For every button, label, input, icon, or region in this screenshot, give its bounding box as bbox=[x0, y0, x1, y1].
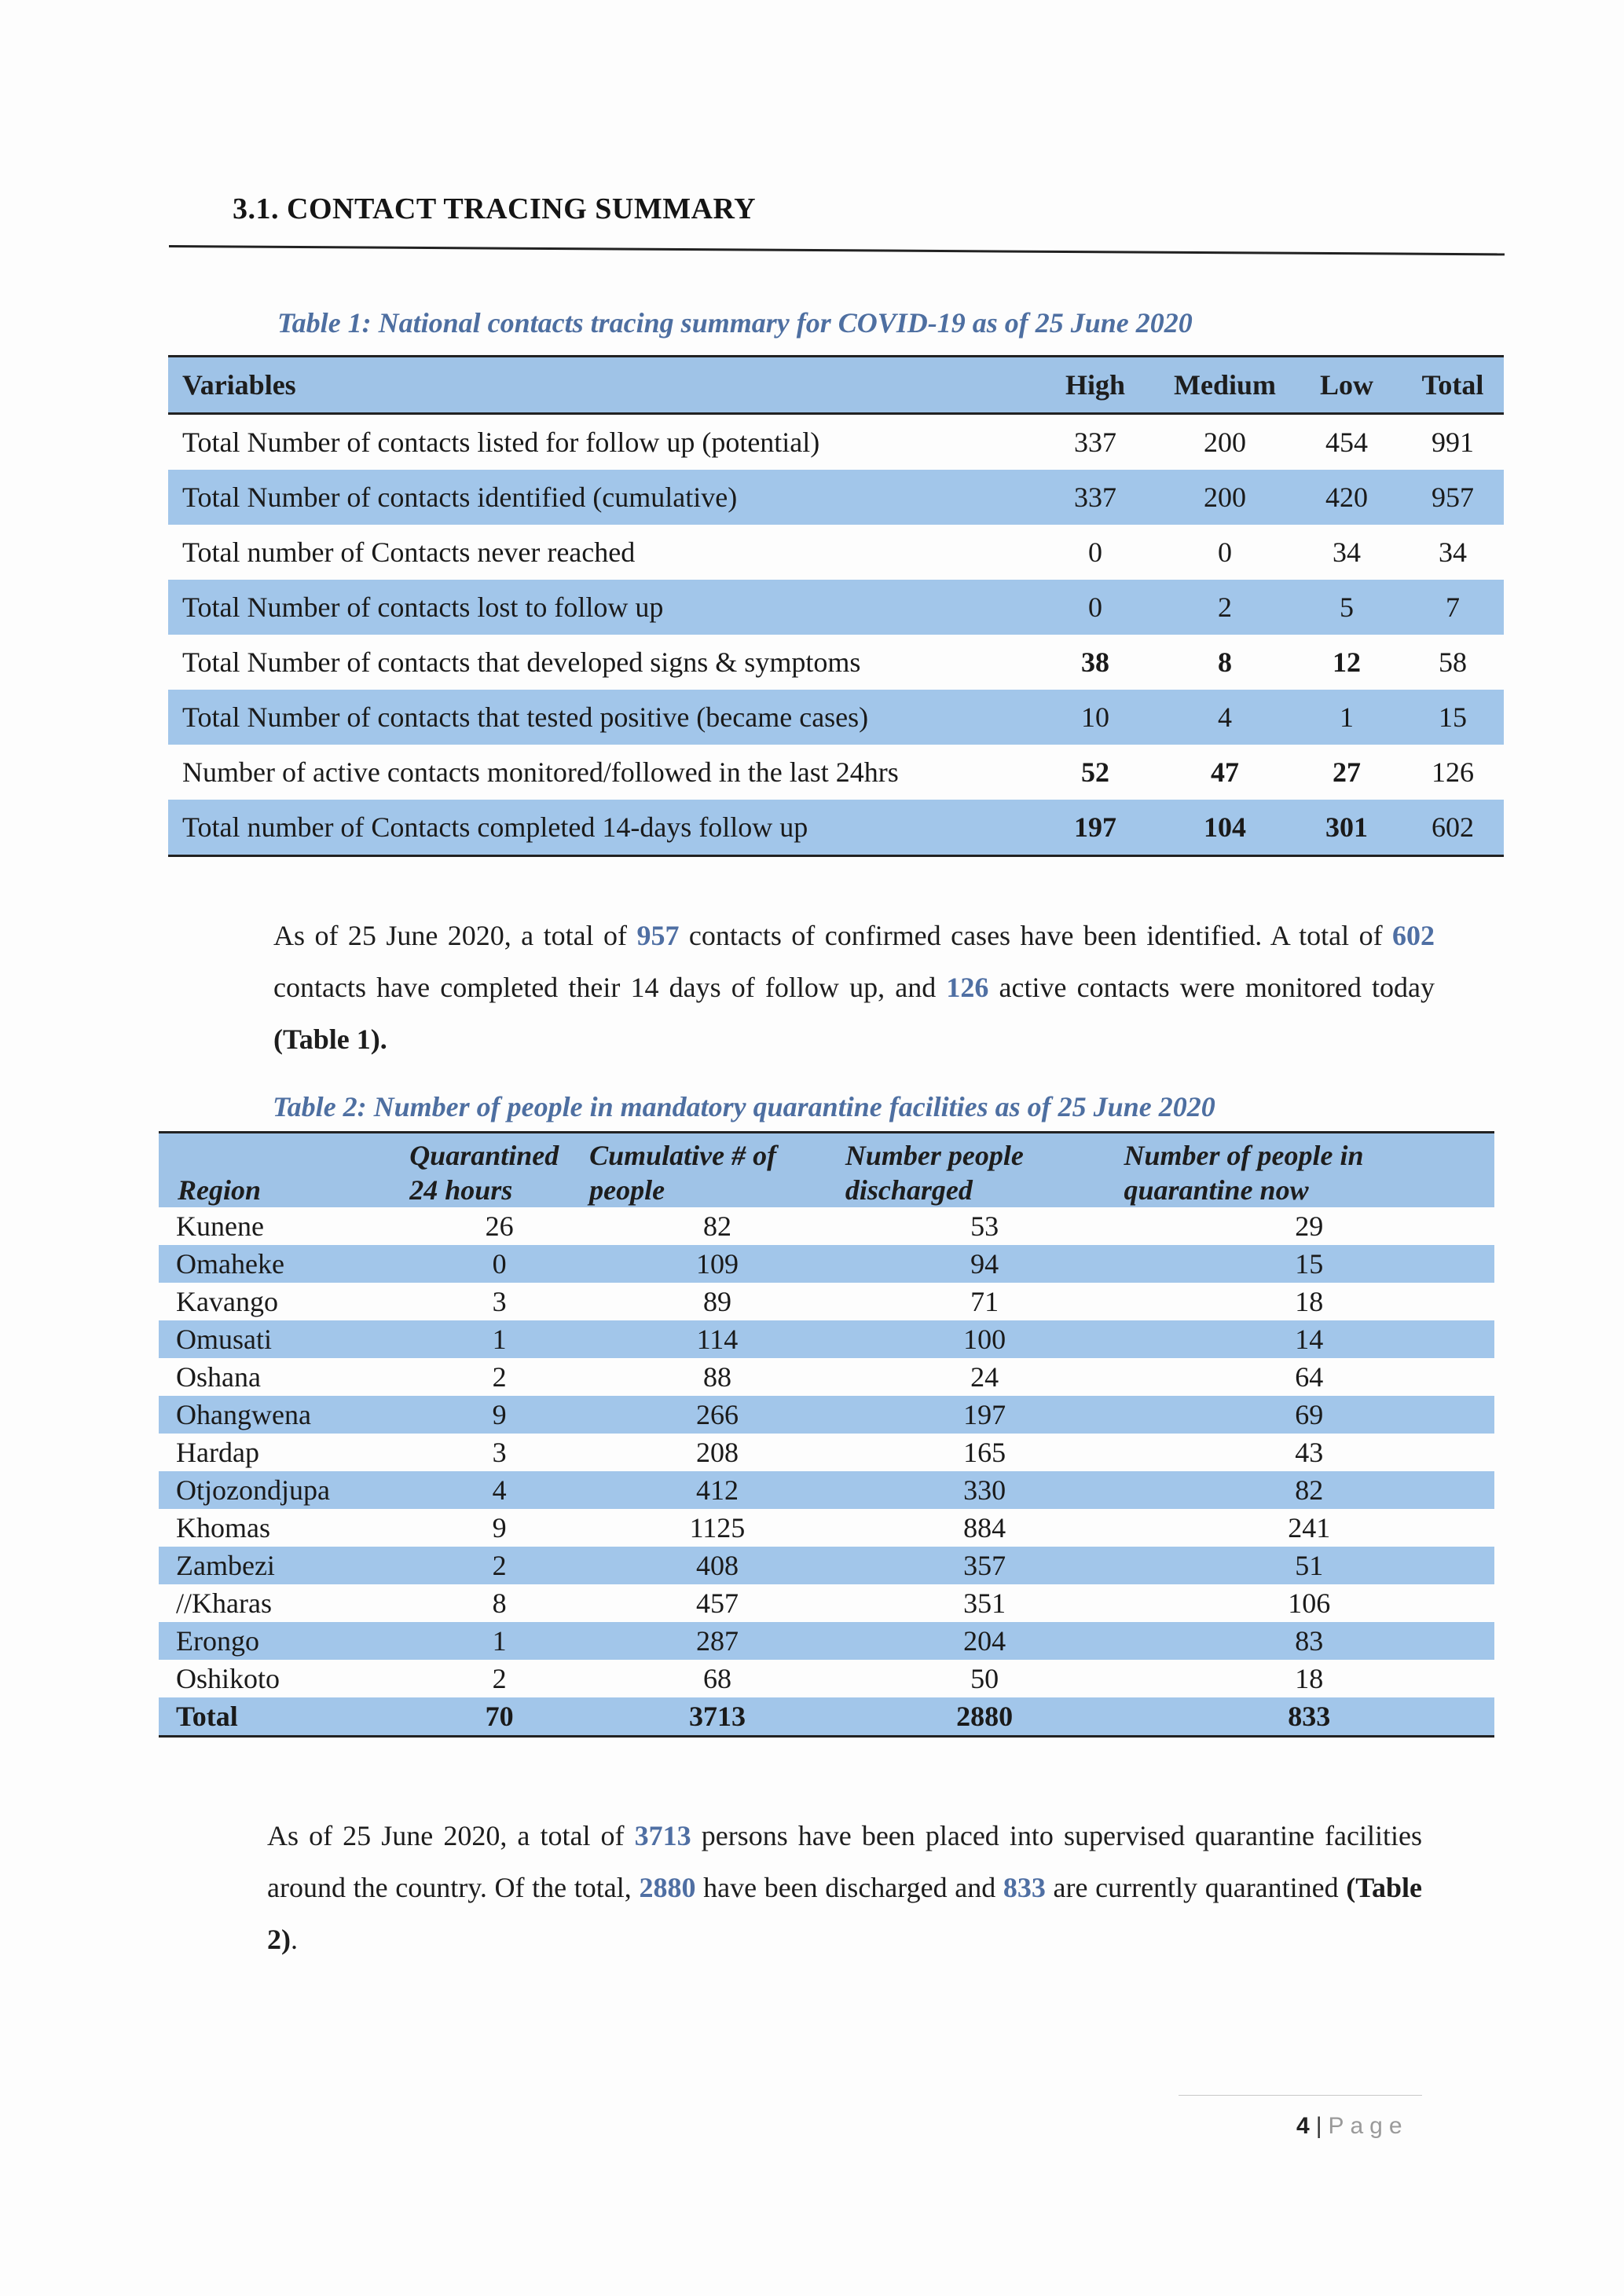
region-name: Ohangwena bbox=[176, 1399, 311, 1430]
table2-caption: Table 2: Number of people in mandatory quarantine facilities as of 25 June 2020 bbox=[273, 1091, 1215, 1122]
region-name: Omaheke bbox=[176, 1248, 284, 1280]
cell-high: 0 bbox=[1088, 591, 1102, 623]
cell-quarantined-24h: 8 bbox=[492, 1587, 507, 1619]
table-row bbox=[159, 1283, 1494, 1320]
cell-quarantined-24h: 9 bbox=[492, 1399, 507, 1430]
row-label: Total Number of contacts that tested positive (became cases) bbox=[182, 701, 869, 733]
cell-discharged: 884 bbox=[963, 1512, 1006, 1543]
contact-tracing-table bbox=[168, 355, 1504, 857]
cell-quarantined-24h: 1 bbox=[492, 1625, 507, 1657]
row-label: Number of active contacts monitored/followed in the last 24hrs bbox=[182, 756, 899, 788]
row-label: Total Number of contacts listed for follow up (potential) bbox=[182, 427, 820, 458]
cell-cumulative: 3713 bbox=[688, 1701, 746, 1732]
column-header-in-quarantine-now: Number of people in quarantine now bbox=[1124, 1140, 1364, 1206]
text: active contacts were monitored today bbox=[988, 972, 1435, 1003]
cell-high: 197 bbox=[1074, 811, 1116, 843]
cell-high: 337 bbox=[1074, 427, 1116, 458]
cell-quarantined-24h: 3 bbox=[492, 1437, 507, 1468]
table-row bbox=[159, 1434, 1494, 1471]
table-row bbox=[159, 1622, 1494, 1660]
cell-discharged: 204 bbox=[963, 1625, 1006, 1657]
cell-in-quarantine-now: 83 bbox=[1295, 1625, 1324, 1657]
text: have been discharged and bbox=[695, 1872, 1003, 1903]
cell-in-quarantine-now: 15 bbox=[1295, 1248, 1324, 1280]
table-row bbox=[168, 525, 1504, 580]
table-row bbox=[168, 414, 1504, 471]
region-name: Kunene bbox=[176, 1210, 264, 1242]
cell-cumulative: 287 bbox=[695, 1625, 739, 1657]
cell-high: 38 bbox=[1081, 646, 1109, 678]
cell-total: 58 bbox=[1439, 646, 1467, 678]
column-header-discharged: Number people discharged bbox=[845, 1140, 1024, 1206]
text: persons have been placed into supervised quarantine facilities around the country. Of the total, bbox=[267, 1820, 1422, 1903]
row-label: Total Number of contacts lost to follow up bbox=[182, 591, 664, 623]
table-row bbox=[159, 1207, 1494, 1245]
cell-cumulative: 412 bbox=[695, 1474, 739, 1506]
cell-medium: 8 bbox=[1218, 646, 1232, 678]
cell-discharged: 330 bbox=[963, 1474, 1006, 1506]
cell-discharged: 53 bbox=[970, 1210, 999, 1242]
row-label: Total Number of contacts that developed signs & symptoms bbox=[182, 646, 861, 678]
cell-medium: 200 bbox=[1204, 427, 1246, 458]
cell-in-quarantine-now: 69 bbox=[1295, 1399, 1324, 1430]
table-row bbox=[168, 800, 1504, 856]
region-name: Otjozondjupa bbox=[176, 1474, 330, 1506]
column-header-variables: Variables bbox=[182, 369, 296, 401]
cell-quarantined-24h: 2 bbox=[492, 1663, 507, 1694]
region-name: Oshikoto bbox=[176, 1663, 280, 1694]
cell-low: 1 bbox=[1340, 701, 1354, 733]
cell-high: 10 bbox=[1081, 701, 1109, 733]
cell-cumulative: 88 bbox=[702, 1361, 731, 1393]
table-row bbox=[168, 580, 1504, 635]
cell-discharged: 100 bbox=[963, 1324, 1006, 1355]
cell-discharged: 94 bbox=[970, 1248, 999, 1280]
cell-medium: 4 bbox=[1218, 701, 1232, 733]
table-row bbox=[168, 470, 1504, 525]
cell-medium: 0 bbox=[1218, 536, 1232, 568]
cell-low: 5 bbox=[1340, 591, 1354, 623]
table-header-row bbox=[168, 357, 1504, 414]
cell-quarantined-24h: 1 bbox=[492, 1324, 507, 1355]
cell-cumulative: 408 bbox=[695, 1550, 739, 1581]
contacts-summary-paragraph bbox=[273, 910, 1435, 1065]
region-name: Total bbox=[176, 1701, 238, 1732]
region-name: //Kharas bbox=[176, 1587, 272, 1619]
cell-cumulative: 89 bbox=[702, 1286, 731, 1317]
column-header-high: High bbox=[1065, 369, 1126, 401]
cell-medium: 104 bbox=[1204, 811, 1246, 843]
cell-discharged: 50 bbox=[970, 1663, 999, 1694]
cell-total: 991 bbox=[1432, 427, 1474, 458]
cell-cumulative: 82 bbox=[702, 1210, 731, 1242]
cell-quarantined-24h: 2 bbox=[492, 1550, 507, 1581]
table-row bbox=[159, 1320, 1494, 1358]
cell-quarantined-24h: 26 bbox=[485, 1210, 514, 1242]
table-row bbox=[159, 1509, 1494, 1547]
cell-cumulative: 266 bbox=[695, 1399, 739, 1430]
cell-quarantined-24h: 3 bbox=[492, 1286, 507, 1317]
cell-cumulative: 208 bbox=[695, 1437, 739, 1468]
text: contacts have completed their 14 days of follow up, and bbox=[273, 972, 947, 1003]
table-total-row bbox=[159, 1697, 1494, 1737]
cell-high: 52 bbox=[1081, 756, 1109, 788]
cell-discharged: 24 bbox=[970, 1361, 999, 1393]
region-name: Erongo bbox=[176, 1625, 259, 1657]
table1-caption: Table 1: National contacts tracing summary for COVID-19 as of 25 June 2020 bbox=[277, 307, 1193, 339]
footer-separator: | bbox=[1315, 2113, 1322, 2139]
page-label: Page bbox=[1328, 2113, 1409, 2139]
text: As of 25 June 2020, a total of bbox=[267, 1820, 635, 1851]
column-header-region: Region bbox=[178, 1174, 262, 1206]
page-footer bbox=[1296, 2113, 1409, 2140]
region-name: Kavango bbox=[176, 1286, 278, 1317]
row-label: Total Number of contacts identified (cumulative) bbox=[182, 482, 738, 513]
table-row bbox=[159, 1396, 1494, 1434]
cell-in-quarantine-now: 18 bbox=[1295, 1286, 1324, 1317]
table-row bbox=[168, 635, 1504, 690]
cell-cumulative: 114 bbox=[696, 1324, 739, 1355]
highlight-value: 957 bbox=[636, 920, 680, 951]
cell-discharged: 165 bbox=[963, 1437, 1006, 1468]
region-name: Zambezi bbox=[176, 1550, 275, 1581]
text: . bbox=[379, 1023, 387, 1055]
cell-discharged: 197 bbox=[963, 1399, 1006, 1430]
table-header-row bbox=[159, 1133, 1494, 1208]
cell-discharged: 2880 bbox=[956, 1701, 1014, 1732]
cell-in-quarantine-now: 106 bbox=[1288, 1587, 1331, 1619]
cell-in-quarantine-now: 51 bbox=[1295, 1550, 1324, 1581]
table-row bbox=[159, 1245, 1494, 1283]
column-header-total: Total bbox=[1421, 369, 1484, 401]
column-header-cumulative: Cumulative # of people bbox=[589, 1140, 777, 1206]
table-row bbox=[159, 1358, 1494, 1396]
cell-quarantined-24h: 4 bbox=[492, 1474, 507, 1506]
table-row bbox=[159, 1471, 1494, 1509]
table-row bbox=[168, 690, 1504, 745]
text: are currently quarantined bbox=[1045, 1872, 1347, 1903]
table-reference: (Table 1) bbox=[273, 1023, 380, 1055]
region-name: Omusati bbox=[176, 1324, 272, 1355]
cell-total: 7 bbox=[1446, 591, 1460, 623]
cell-low: 420 bbox=[1325, 482, 1368, 513]
text: . bbox=[291, 1924, 298, 1955]
table-row bbox=[168, 745, 1504, 800]
column-header-low: Low bbox=[1319, 369, 1373, 401]
table-reference: (Table 2) bbox=[267, 1872, 1422, 1955]
region-name: Hardap bbox=[176, 1437, 259, 1468]
cell-high: 337 bbox=[1074, 482, 1116, 513]
quarantine-summary-paragraph bbox=[267, 1810, 1422, 1965]
cell-quarantined-24h: 2 bbox=[492, 1361, 507, 1393]
cell-discharged: 357 bbox=[963, 1550, 1006, 1581]
cell-low: 12 bbox=[1333, 646, 1361, 678]
table-row bbox=[159, 1660, 1494, 1697]
cell-high: 0 bbox=[1088, 536, 1102, 568]
cell-low: 34 bbox=[1333, 536, 1361, 568]
column-header-quarantined-24h: Quarantined 24 hours bbox=[409, 1140, 559, 1206]
highlight-value: 2880 bbox=[639, 1872, 696, 1903]
cell-in-quarantine-now: 14 bbox=[1295, 1324, 1324, 1355]
table-row bbox=[159, 1584, 1494, 1622]
row-label: Total number of Contacts completed 14-days follow up bbox=[182, 811, 808, 843]
highlight-value: 602 bbox=[1392, 920, 1435, 951]
cell-in-quarantine-now: 241 bbox=[1288, 1512, 1331, 1543]
cell-cumulative: 457 bbox=[695, 1587, 739, 1619]
cell-cumulative: 68 bbox=[702, 1663, 731, 1694]
cell-total: 34 bbox=[1439, 536, 1467, 568]
section-heading: 3.1. CONTACT TRACING SUMMARY bbox=[233, 192, 757, 225]
cell-discharged: 351 bbox=[963, 1587, 1006, 1619]
cell-total: 15 bbox=[1439, 701, 1467, 733]
quarantine-table bbox=[159, 1131, 1494, 1738]
text: As of 25 June 2020, a total of bbox=[273, 920, 637, 951]
section-divider bbox=[169, 245, 1505, 255]
table-row bbox=[159, 1547, 1494, 1584]
cell-in-quarantine-now: 29 bbox=[1295, 1210, 1324, 1242]
cell-total: 126 bbox=[1432, 756, 1474, 788]
cell-quarantined-24h: 9 bbox=[492, 1512, 507, 1543]
cell-medium: 47 bbox=[1211, 756, 1239, 788]
cell-medium: 2 bbox=[1218, 591, 1232, 623]
cell-cumulative: 109 bbox=[695, 1248, 739, 1280]
text: contacts of confirmed cases have been identified. A total of bbox=[679, 920, 1393, 951]
cell-total: 957 bbox=[1432, 482, 1474, 513]
highlight-value: 126 bbox=[946, 972, 989, 1003]
cell-quarantined-24h: 0 bbox=[492, 1248, 507, 1280]
cell-medium: 200 bbox=[1204, 482, 1246, 513]
cell-total: 602 bbox=[1432, 811, 1474, 843]
cell-low: 27 bbox=[1333, 756, 1361, 788]
cell-in-quarantine-now: 82 bbox=[1295, 1474, 1324, 1506]
footer-divider bbox=[1179, 2095, 1422, 2096]
cell-cumulative: 1125 bbox=[689, 1512, 746, 1543]
cell-in-quarantine-now: 64 bbox=[1295, 1361, 1324, 1393]
highlight-value: 833 bbox=[1003, 1872, 1046, 1903]
cell-in-quarantine-now: 43 bbox=[1295, 1437, 1324, 1468]
region-name: Oshana bbox=[176, 1361, 261, 1393]
column-header-medium: Medium bbox=[1174, 369, 1276, 401]
region-name: Khomas bbox=[176, 1512, 270, 1543]
cell-low: 454 bbox=[1325, 427, 1368, 458]
cell-discharged: 71 bbox=[970, 1286, 999, 1317]
highlight-value: 3713 bbox=[634, 1820, 691, 1851]
cell-quarantined-24h: 70 bbox=[485, 1701, 514, 1732]
cell-in-quarantine-now: 833 bbox=[1288, 1701, 1331, 1732]
page-number: 4 bbox=[1296, 2113, 1310, 2139]
row-label: Total number of Contacts never reached bbox=[182, 536, 636, 568]
cell-in-quarantine-now: 18 bbox=[1295, 1663, 1324, 1694]
cell-low: 301 bbox=[1325, 811, 1368, 843]
